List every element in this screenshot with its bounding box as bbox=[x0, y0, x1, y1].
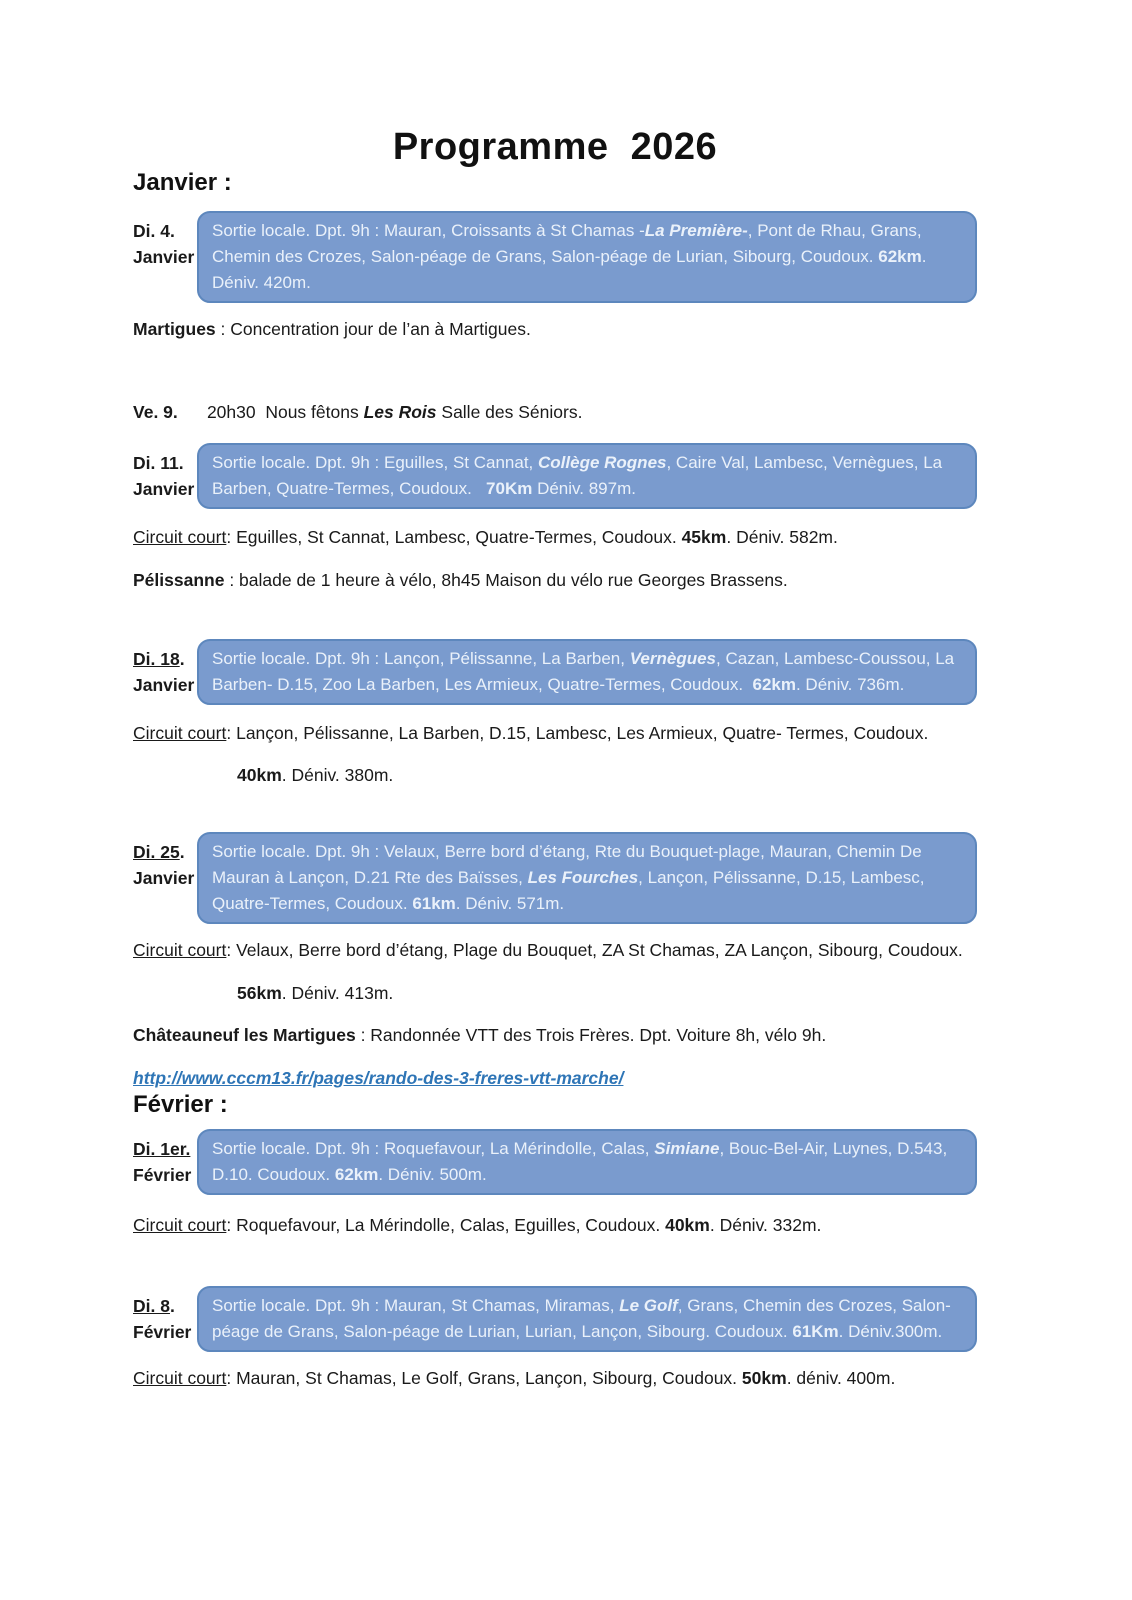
ride-entry-di11-janvier bbox=[133, 443, 977, 509]
ride-date-line1: Di. 4. bbox=[133, 221, 175, 241]
ride-date-line2: Janvier bbox=[133, 478, 195, 499]
ride-description-box-di8: Sortie locale. Dpt. 9h : Mauran, St Chamas, Miramas, Le Golf, Grans, Chemin des Crozes, Salon-péage de Grans, Salon-péage de Lurian, Lurian, Lançon, Sibourg. Coudoux. 61Km. Déniv.300m. bbox=[197, 1286, 977, 1352]
section-heading-fevrier: Février : bbox=[133, 1090, 228, 1118]
ride-date-line2: Février bbox=[133, 1321, 192, 1342]
link-rando-des-3-freres[interactable]: http://www.cccm13.fr/pages/rando-des-3-freres-vtt-marche/ bbox=[133, 1067, 624, 1088]
ride-date-line2: Février bbox=[133, 1164, 192, 1185]
ride-description-box-di18: Sortie locale. Dpt. 9h : Lançon, Pélissanne, La Barben, Vernègues, Cazan, Lambesc-Coussou, La Barben- D.15, Zoo La Barben, Les Armieux, Quatre-Termes, Coudoux. 62km. Déniv. 736m. bbox=[197, 639, 977, 705]
circuit-court-di1er: Circuit court: Roquefavour, La Mérindolle, Calas, Eguilles, Coudoux. 40km. Déniv. 332m. bbox=[133, 1214, 822, 1235]
circuit-court-di8: Circuit court: Mauran, St Chamas, Le Golf, Grans, Lançon, Sibourg, Coudoux. 50km. déniv. 400m. bbox=[133, 1367, 896, 1388]
ride-date-line1: Di. 25. bbox=[133, 842, 185, 862]
ride-date-line2: Janvier bbox=[133, 674, 195, 695]
circuit-court-di11: Circuit court: Eguilles, St Cannat, Lambesc, Quatre-Termes, Coudoux. 45km. Déniv. 582m. bbox=[133, 526, 838, 547]
ride-date-di8-fevrier bbox=[133, 1286, 197, 1345]
ride-entry-di25-janvier bbox=[133, 832, 977, 924]
ride-description-box-di11: Sortie locale. Dpt. 9h : Eguilles, St Cannat, Collège Rognes, Caire Val, Lambesc, Vernègues, La Barben, Quatre-Termes, Coudoux. 70Km Déniv. 897m. bbox=[197, 443, 977, 509]
ride-entry-di1er-fevrier bbox=[133, 1129, 977, 1195]
circuit-court-di25-line2: 56km. Déniv. 413m. bbox=[237, 982, 394, 1003]
ride-description-box-di1er: Sortie locale. Dpt. 9h : Roquefavour, La Mérindolle, Calas, Simiane, Bouc-Bel-Air, Luynes, D.543, D.10. Coudoux. 62km. Déniv. 500m. bbox=[197, 1129, 977, 1195]
ride-date-line2: Janvier bbox=[133, 868, 195, 888]
ride-description-box-di25: Sortie locale. Dpt. 9h : Velaux, Berre bord d’étang, Rte du Bouquet-plage, Mauran, Chemin De Mauran à Lançon, D.21 Rte des Baïsses, Les Fourches, Lançon, Pélissanne, D.15, Lambesc, Quatre-Termes, Coudoux. 61km. Déniv. 571m. bbox=[197, 832, 977, 924]
ride-description-box-di4: Sortie locale. Dpt. 9h : Mauran, Croissants à St Chamas -La Première-, Pont de Rhau, Grans, Chemin des Crozes, Salon-péage de Grans, Salon-péage de Lurian, Sibourg, Coudoux. 62km. Déniv. 420m. bbox=[197, 211, 977, 303]
ride-date-line1: Di. 18. bbox=[133, 648, 185, 669]
ride-date-line1: Di. 1er. bbox=[133, 1138, 191, 1159]
ride-entry-di4-janvier bbox=[133, 211, 977, 303]
ride-date-di25-janvier bbox=[133, 832, 197, 891]
note-martigues: Martigues : Concentration jour de l’an à Martigues. bbox=[133, 319, 531, 339]
ride-date-line1: Di. 8. bbox=[133, 1295, 175, 1316]
note-chateauneuf-les-martigues: Châteauneuf les Martigues : Randonnée VTT des Trois Frères. Dpt. Voiture 8h, vélo 9h. bbox=[133, 1025, 827, 1045]
link-row bbox=[133, 1066, 977, 1091]
ride-date-di18-janvier bbox=[133, 639, 197, 698]
ride-date-line1: Di. 11. bbox=[133, 452, 184, 473]
circuit-court-di18-line2: 40km. Déniv. 380m. bbox=[237, 765, 394, 785]
ride-date-di11-janvier bbox=[133, 443, 197, 502]
event-ve9-les-rois: Ve. 9. 20h30 Nous fêtons Les Rois Salle des Séniors. bbox=[133, 402, 583, 422]
ride-date-line2: Janvier bbox=[133, 247, 195, 267]
document-title: Programme 2026 bbox=[392, 126, 718, 168]
ride-entry-di18-janvier bbox=[133, 639, 977, 705]
note-pelissanne: Pélissanne : balade de 1 heure à vélo, 8h45 Maison du vélo rue Georges Brassens. bbox=[133, 569, 788, 590]
ride-entry-di8-fevrier bbox=[133, 1286, 977, 1352]
circuit-court-di18-line1: Circuit court: Lançon, Pélissanne, La Barben, D.15, Lambesc, Les Armieux, Quatre- Termes, Coudoux. bbox=[133, 722, 929, 743]
circuit-court-di25-line1: Circuit court: Velaux, Berre bord d’étang, Plage du Bouquet, ZA St Chamas, ZA Lançon, Sibourg, Coudoux. bbox=[133, 940, 963, 960]
ride-date-di4-janvier bbox=[133, 211, 197, 270]
ride-date-di1er-fevrier bbox=[133, 1129, 197, 1188]
section-heading-janvier: Janvier : bbox=[133, 169, 232, 196]
